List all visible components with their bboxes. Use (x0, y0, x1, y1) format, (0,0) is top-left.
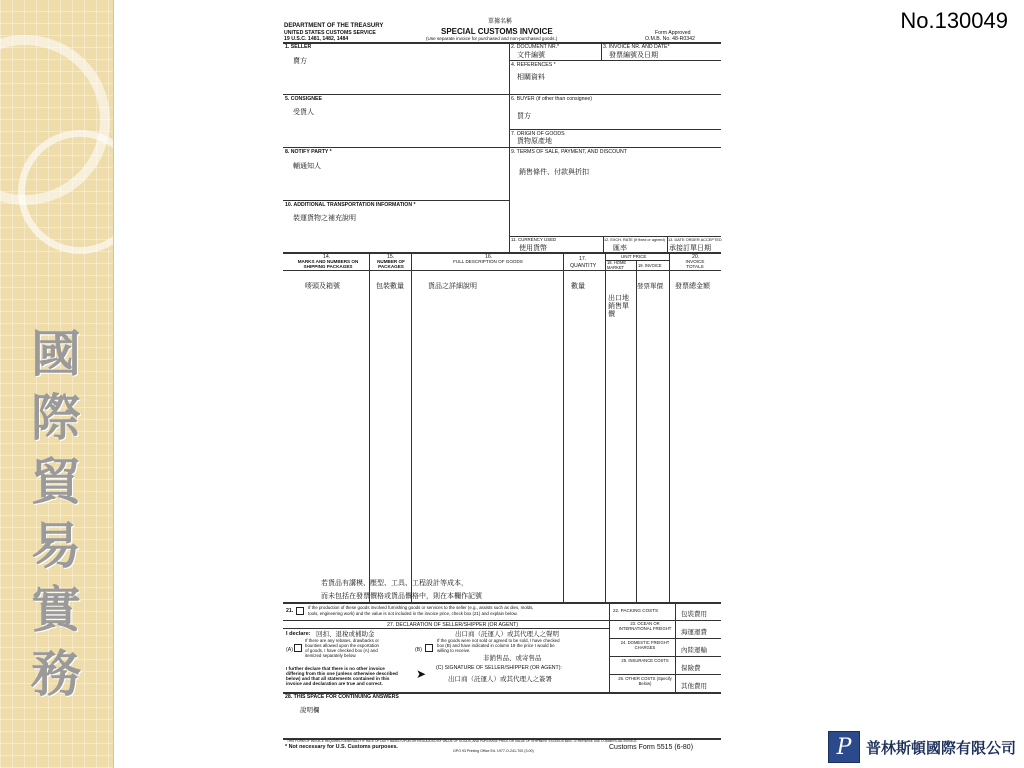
a-text-2: bounties allowed upon the exportation (305, 643, 379, 648)
col16-number: 16. (485, 254, 493, 260)
rule (609, 602, 610, 692)
currency-label: 11. CURRENCY USED (511, 237, 557, 242)
origin-label: 7. ORIGIN OF GOODS (511, 131, 565, 137)
a-label: (A) (286, 647, 293, 653)
gpo-note: GPO 93 Printing Office Ed. 1977-O-241-700 (3.00) (453, 749, 534, 753)
form-approved: Form Approved (655, 30, 691, 36)
b-cn-2: 非銷售品、或寄售品 (483, 654, 542, 662)
rule (605, 252, 606, 602)
freight-label: 23. OCEAN OR INTERNATIONAL FREIGHT (618, 621, 672, 631)
transport-cn: 裝運貨物之補充說明 (293, 214, 356, 222)
special-customs-invoice-form (283, 16, 721, 760)
seller-cn: 賣方 (293, 57, 307, 65)
rule (283, 270, 721, 271)
packing-costs-label: 22. PACKING COSTS (613, 608, 659, 613)
domestic-freight-cn: 內陸運輸 (681, 646, 707, 654)
rule (609, 638, 721, 639)
further-3: below) and that all statements contained in this (286, 676, 390, 681)
company-logo: P (828, 731, 860, 763)
company-name: 普林斯頓國際有限公司 (865, 738, 1016, 757)
vertical-title: 國際貿易實務 (31, 324, 81, 703)
rule (283, 602, 721, 604)
rule (283, 620, 609, 621)
item28-cn: 說明欄 (300, 706, 320, 714)
document-number: No.130049 (900, 8, 1008, 33)
service-label: UNITED STATES CUSTOMS SERVICE (284, 30, 376, 36)
omb-number: O.M.B. No. 48-R0342 (645, 36, 695, 42)
a-checkbox[interactable] (294, 644, 302, 652)
col18-label: 18. HOME MARKET (607, 260, 627, 270)
item21-checkbox[interactable] (296, 607, 304, 615)
sidebar-decoration (0, 0, 114, 768)
quantity-cn: 數量 (571, 282, 585, 290)
col17-number: 17. (579, 256, 587, 262)
currency-cn: 使用貨幣 (519, 244, 547, 252)
a-text-4: itemized separately below. (305, 653, 357, 658)
invoice-nr-cn: 發票編號及日期 (609, 51, 658, 59)
item27-label: 27. DECLARATION OF SELLER/SHIPPER (OR AGENT) (387, 622, 519, 628)
a-text-3: of goods, I have checked box (A) and (305, 648, 378, 653)
col15-label: NUMBER OF PACKAGES (377, 259, 405, 269)
b-text-3: willing to receive. (437, 648, 471, 653)
notify-label: 8. NOTIFY PARTY * (285, 149, 332, 155)
insurance-label: 25. INSURANCE COSTS (621, 658, 669, 663)
consignee-cn: 受貨人 (293, 108, 314, 116)
note-line-1: 若貨品有講模、壓型、工具、工程設計等成本， (321, 579, 468, 587)
item21-text-2: tools, engineering work) and the value is not included in the invoice price, check box (21) and explain below. (308, 611, 518, 616)
usc-label: 19 U.S.C. 1481, 1482, 1484 (284, 36, 349, 42)
rule (509, 60, 721, 61)
marks-cn: 嘜頭及箱號 (305, 282, 340, 290)
customs-form-number: Customs Form 5515 (6-80) (609, 744, 694, 751)
col20-label: INVOICE TOTALS (685, 259, 705, 269)
col14-label: MARKS AND NUMBERS ON SHIPPING PACKAGES (297, 259, 359, 269)
transport-label: 10. ADDITIONAL TRANSPORTATION INFORMATION * (285, 202, 416, 208)
rule (609, 674, 721, 675)
further-2: differing from this one (unless otherwise described (286, 671, 398, 676)
b-text-1: If the goods were not sold or agreed to be sold, I have checked (437, 638, 560, 643)
references-label: 4. REFERENCES * (511, 62, 556, 68)
rule (283, 628, 609, 629)
rule (609, 656, 721, 657)
origin-cn: 貨物原產地 (517, 137, 552, 145)
exch-rate-cn: 匯率 (613, 244, 627, 252)
signature-label: (C) SIGNATURE OF SELLER/SHIPPER (OR AGENT): (436, 665, 562, 671)
rule (283, 252, 721, 254)
a-cn: 回扣、退稅或補助金 (316, 630, 375, 638)
rule (509, 129, 721, 130)
col20-number: 20. (692, 254, 700, 260)
seller-label: 1. SELLER (285, 44, 312, 50)
rule (601, 42, 602, 60)
rule (411, 252, 412, 602)
item28-label: 28. THIS SPACE FOR CONTINUING ANSWERS (285, 694, 399, 700)
date-order-cn: 承接訂單日期 (669, 244, 711, 252)
col15-number: 15. (387, 254, 395, 260)
signature-cn: 出口商（託運人）或其代理人之簽署 (448, 675, 552, 683)
rule (283, 147, 721, 148)
rule (609, 620, 721, 621)
home-market-cn: 出口地銷售單價 (608, 294, 629, 318)
notify-cn: 輔通知人 (293, 162, 321, 170)
rule (563, 252, 564, 602)
unit-price-label: UNIT PRICE (621, 254, 647, 259)
exch-rate-label: 12. EXCH. RATE (If fixed or agreed) (604, 238, 665, 242)
col16-label: FULL DESCRIPTION OF GOODS (453, 259, 523, 264)
b-checkbox[interactable] (425, 644, 433, 652)
a-text-1: If there are any rebates, drawbacks or (305, 638, 379, 643)
bottom-note: THIS FORM OF INVOICE REQUIRED GENERALLY IF RATE OF DUTY BASED UPON OR REGULATED BY VALUE OF GOODS, AND PURCHASE PRICE OR VALUE OF SHIPMENT EXCEEDS $500. OTHERWISE USE COMMERCIAL INVOICE. (287, 739, 638, 743)
description-cn: 貨品之詳細說明 (428, 282, 477, 290)
consignee-label: 5. CONSIGNEE (285, 96, 322, 102)
col14-number: 14. (323, 254, 331, 260)
dept-label: DEPARTMENT OF THE TREASURY (284, 23, 384, 29)
packages-cn: 包裝數量 (376, 282, 404, 290)
arrow-icon: ➤ (416, 667, 427, 681)
buyer-cn: 買方 (517, 112, 531, 120)
insurance-cn: 保險費 (681, 664, 701, 672)
further-1: I further declare that there is no other invoice (286, 666, 385, 671)
buyer-label: 6. BUYER (if other than consignee) (511, 96, 593, 102)
doc-nr-label: 2. DOCUMENT NR.* (511, 44, 560, 50)
item21-text-1: If the production of these goods involved furnishing goods or services to the seller (e.g., assists such as dies, molds, (308, 605, 534, 610)
doc-nr-cn: 文件編號 (517, 51, 545, 59)
invoice-nr-label: 3. INVOICE NR. AND DATE* (603, 44, 670, 50)
b-label: (B) (415, 647, 422, 653)
rule (283, 200, 509, 201)
note-line-2: 而未包括在發票價格或貨品價格中，則在本欄作記號 (321, 592, 482, 600)
rule (669, 252, 670, 602)
further-4: invoice and declaration are true and correct. (286, 681, 383, 686)
freight-cn: 海運運費 (681, 628, 707, 636)
totals-cn: 發票總金額 (675, 282, 710, 290)
references-cn: 相關資料 (517, 73, 545, 81)
domestic-freight-label: 24. DOMESTIC FREIGHT CHARGES (620, 640, 670, 650)
form-subtitle: (Use separate invoice for purchased and non-purchased goods.) (426, 36, 558, 41)
col19-label: 19. INVOICE (638, 263, 662, 268)
terms-label: 9. TERMS OF SALE, PAYMENT, AND DISCOUNT (511, 149, 627, 155)
rule (675, 602, 676, 692)
b-cn: 出口商（託運人）或其代理人之聲明 (455, 630, 559, 638)
not-necessary-note: * Not necessary for U.S. Customs purposes. (285, 744, 398, 750)
item21-number: 21. (286, 608, 294, 614)
brand-footer (828, 732, 1016, 762)
packing-costs-cn: 包裝費用 (681, 610, 707, 618)
rule (636, 260, 637, 602)
declare-label: I declare: (286, 631, 311, 637)
rule (369, 252, 370, 602)
date-order-label: 13. DATE ORDER ACCEPTED (668, 237, 722, 242)
invoice-price-cn: 發票單價 (637, 282, 663, 290)
col17-label: QUANTITY (570, 263, 597, 269)
cn-title: 單據名稱 (488, 18, 513, 25)
other-costs-label: 26. OTHER COSTS (Specify Below) (618, 676, 672, 686)
b-text-2: box (B) and have indicated in column 19 the price I would be (437, 643, 555, 648)
form-title: SPECIAL CUSTOMS INVOICE (441, 27, 553, 36)
other-costs-cn: 其他費用 (681, 682, 707, 690)
terms-cn: 銷售條件、付款與折扣 (519, 168, 589, 176)
rule (283, 94, 721, 95)
